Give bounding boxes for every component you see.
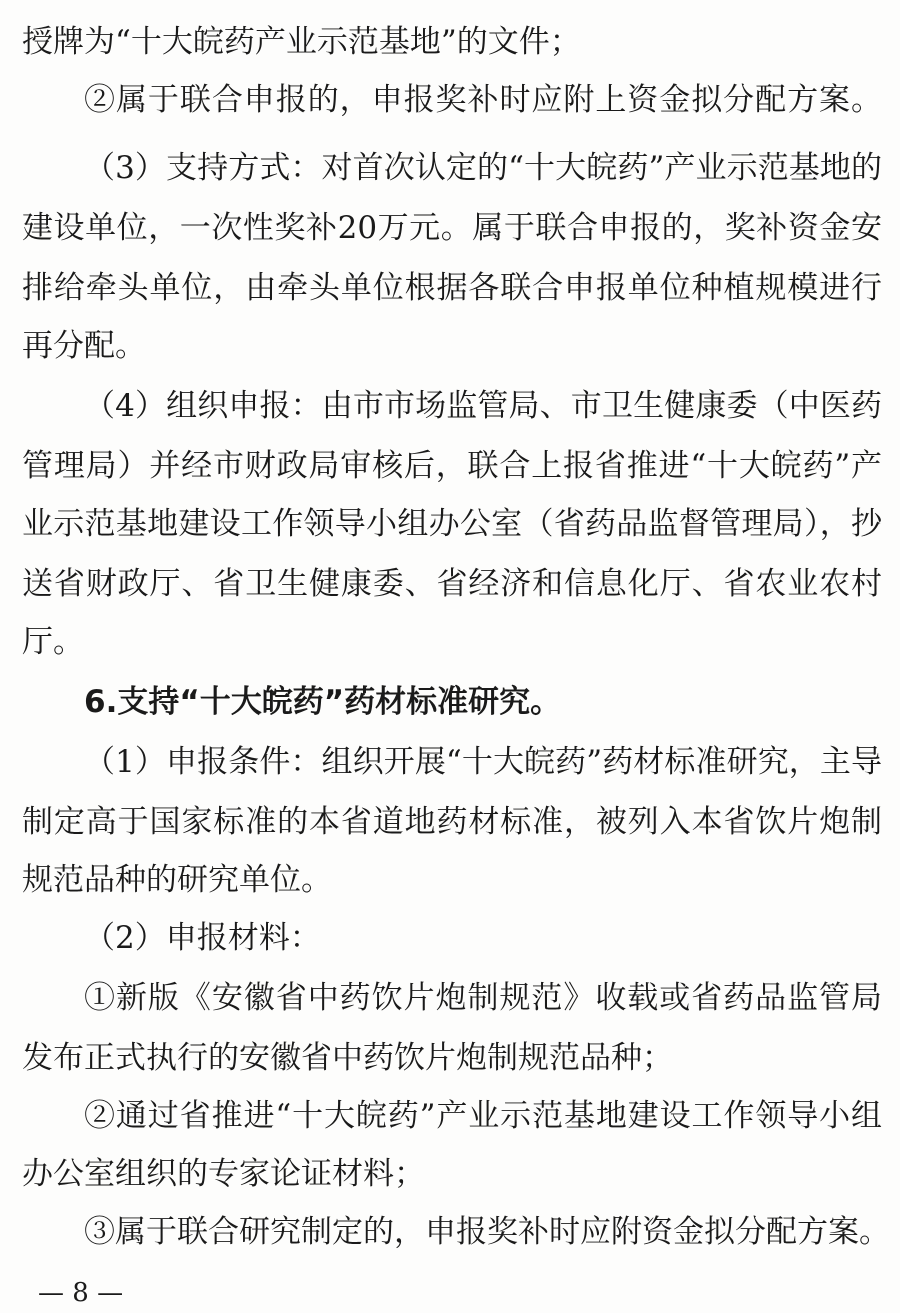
paragraph-line: 业示范基地建设工作领导小组办公室（省药品监督管理局），抄 [22,506,882,542]
paragraph-line: 再分配。 [22,328,146,364]
paragraph-line: （2）申报材料： [84,920,321,956]
paragraph-line: （1）申报条件：组织开展“十大皖药”药材标准研究，主导 [84,744,882,780]
paragraph-line: 制定高于国家标准的本省道地药材标准，被列入本省饮片炮制 [22,804,882,840]
paragraph-line: 排给牵头单位，由牵头单位根据各联合申报单位种植规模进行 [22,270,882,306]
paragraph-line: ③属于联合研究制定的，申报奖补时应附资金拟分配方案。 [84,1214,890,1250]
section-heading: 6.支持“十大皖药”药材标准研究。 [84,684,562,720]
paragraph-line: 授牌为“十大皖药产业示范基地”的文件； [22,24,581,60]
paragraph-line: ①新版《安徽省中药饮片炮制规范》收载或省药品监管局 [84,980,882,1016]
paragraph-line: ②属于联合申报的，申报奖补时应附上资金拟分配方案。 [84,82,882,118]
page-number: — 8 — [38,1278,124,1308]
paragraph-line: 办公室组织的专家论证材料； [22,1156,425,1192]
paragraph-line: （3）支持方式：对首次认定的“十大皖药”产业示范基地的 [84,150,882,186]
paragraph-line: 厅。 [22,624,84,660]
paragraph-line: 送省财政厅、省卫生健康委、省经济和信息化厅、省农业农村 [22,566,882,602]
paragraph-line: 建设单位，一次性奖补20万元。属于联合申报的，奖补资金安 [22,210,882,246]
paragraph-line: （4）组织申报：由市市场监管局、市卫生健康委（中医药 [84,388,882,424]
paragraph-line: ②通过省推进“十大皖药”产业示范基地建设工作领导小组 [84,1098,882,1134]
paragraph-line: 管理局）并经市财政局审核后，联合上报省推进“十大皖药”产 [22,448,882,484]
paragraph-line: 发布正式执行的安徽省中药饮片炮制规范品种； [22,1040,673,1076]
paragraph-line: 规范品种的研究单位。 [22,862,332,898]
